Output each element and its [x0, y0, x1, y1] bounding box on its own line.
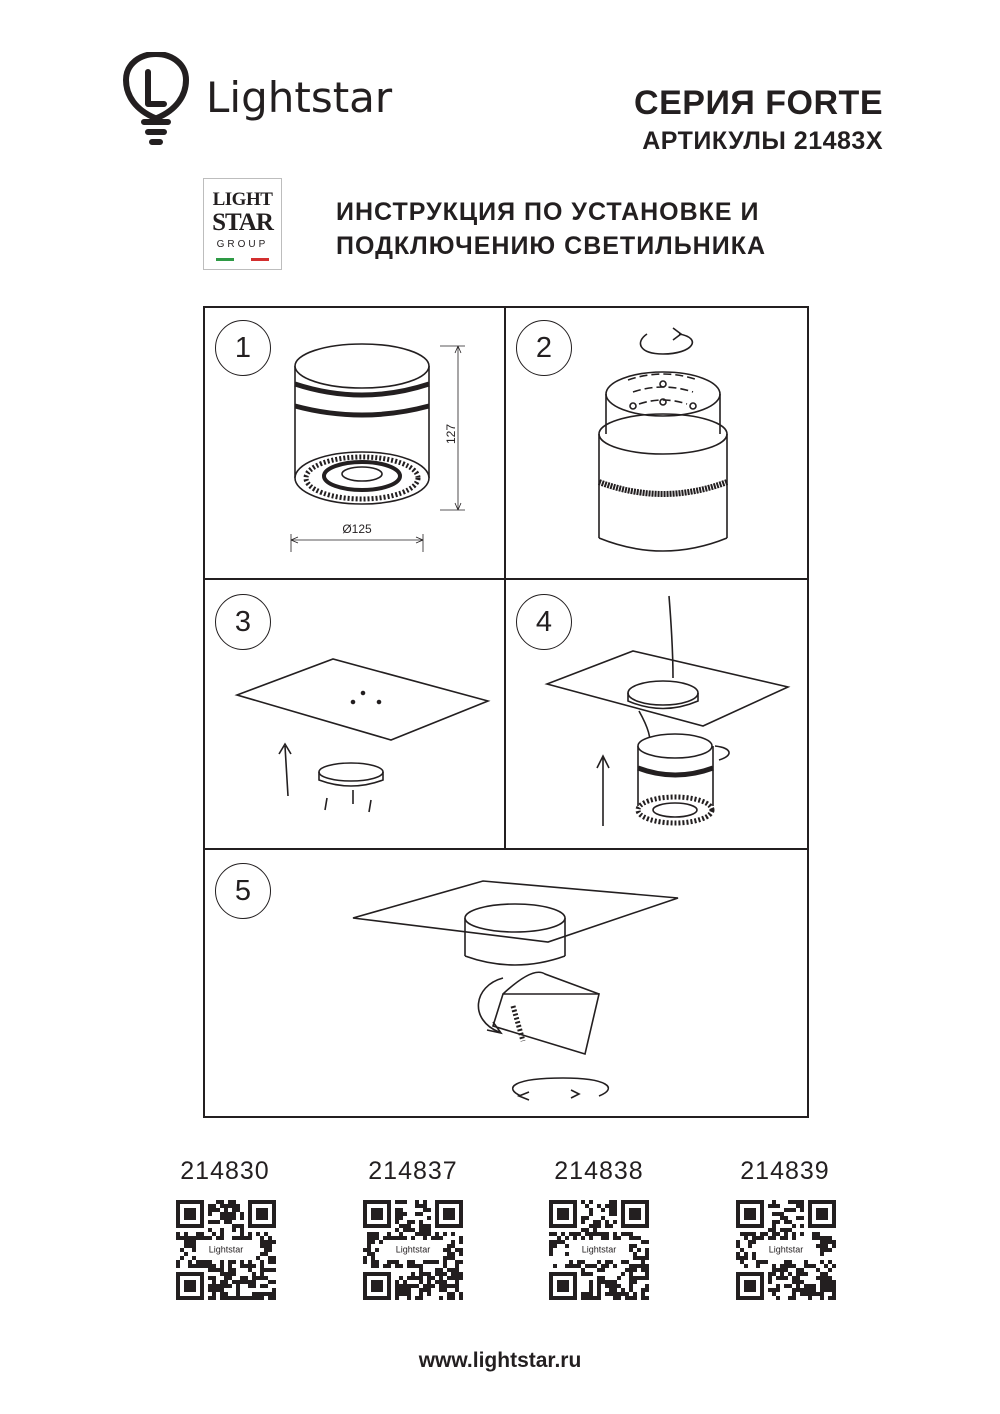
lightstar-group-logo [203, 178, 282, 270]
qr-center-label: Lightstar [395, 1244, 431, 1255]
steps-grid [203, 306, 809, 1118]
step-number-5: 5 [215, 863, 271, 919]
qr-center-label: Lightstar [581, 1244, 617, 1255]
installation-steps [203, 306, 809, 1118]
articles-title: АРТИКУЛЫ 21483X [642, 127, 883, 155]
step5-illustration [353, 881, 678, 1100]
product-code-1: 214830 [180, 1157, 270, 1185]
lightstar-logo [120, 52, 450, 152]
website-link[interactable]: www.lightstar.ru [418, 1349, 582, 1372]
document-title-line2: ПОДКЛЮЧЕНИЮ СВЕТИЛЬНИКА [336, 232, 767, 260]
step-number-4: 4 [516, 594, 572, 650]
italian-flag-stripe [216, 258, 269, 261]
step-number-3: 3 [215, 594, 271, 650]
group-logo-line3: GROUP [216, 239, 269, 250]
step3-illustration [237, 659, 488, 812]
step-number-1: 1 [215, 320, 271, 376]
rotate-arrow-icon [640, 334, 692, 354]
height-dimension-label: 127 [444, 423, 458, 445]
group-logo-line2: STAR [212, 209, 273, 236]
qr-code-4[interactable] [736, 1200, 836, 1300]
qr-center-label: Lightstar [208, 1244, 244, 1255]
up-arrow-icon [597, 756, 609, 826]
up-arrow-icon [279, 744, 291, 796]
qr-center-label: Lightstar [768, 1244, 804, 1255]
diameter-dimension-label: Ø125 [342, 522, 372, 536]
series-title: СЕРИЯ FORTE [634, 84, 883, 122]
qr-code-2[interactable] [363, 1200, 463, 1300]
lightbulb-icon [126, 54, 186, 142]
step2-illustration [599, 328, 727, 551]
step-number-2: 2 [516, 320, 572, 376]
document-title [336, 195, 766, 263]
qr-code-1[interactable] [176, 1200, 276, 1300]
document-title-line1: ИНСТРУКЦИЯ ПО УСТАНОВКЕ И [336, 198, 760, 226]
product-code-2: 214837 [368, 1157, 458, 1185]
group-logo-line1: LIGHT [212, 189, 273, 210]
product-code-4: 214839 [740, 1157, 830, 1185]
product-code-3: 214838 [554, 1157, 644, 1185]
brand-wordmark: Lightstar [206, 73, 393, 122]
step1-illustration [291, 344, 465, 552]
qr-code-3[interactable] [549, 1200, 649, 1300]
step4-illustration [547, 596, 788, 826]
